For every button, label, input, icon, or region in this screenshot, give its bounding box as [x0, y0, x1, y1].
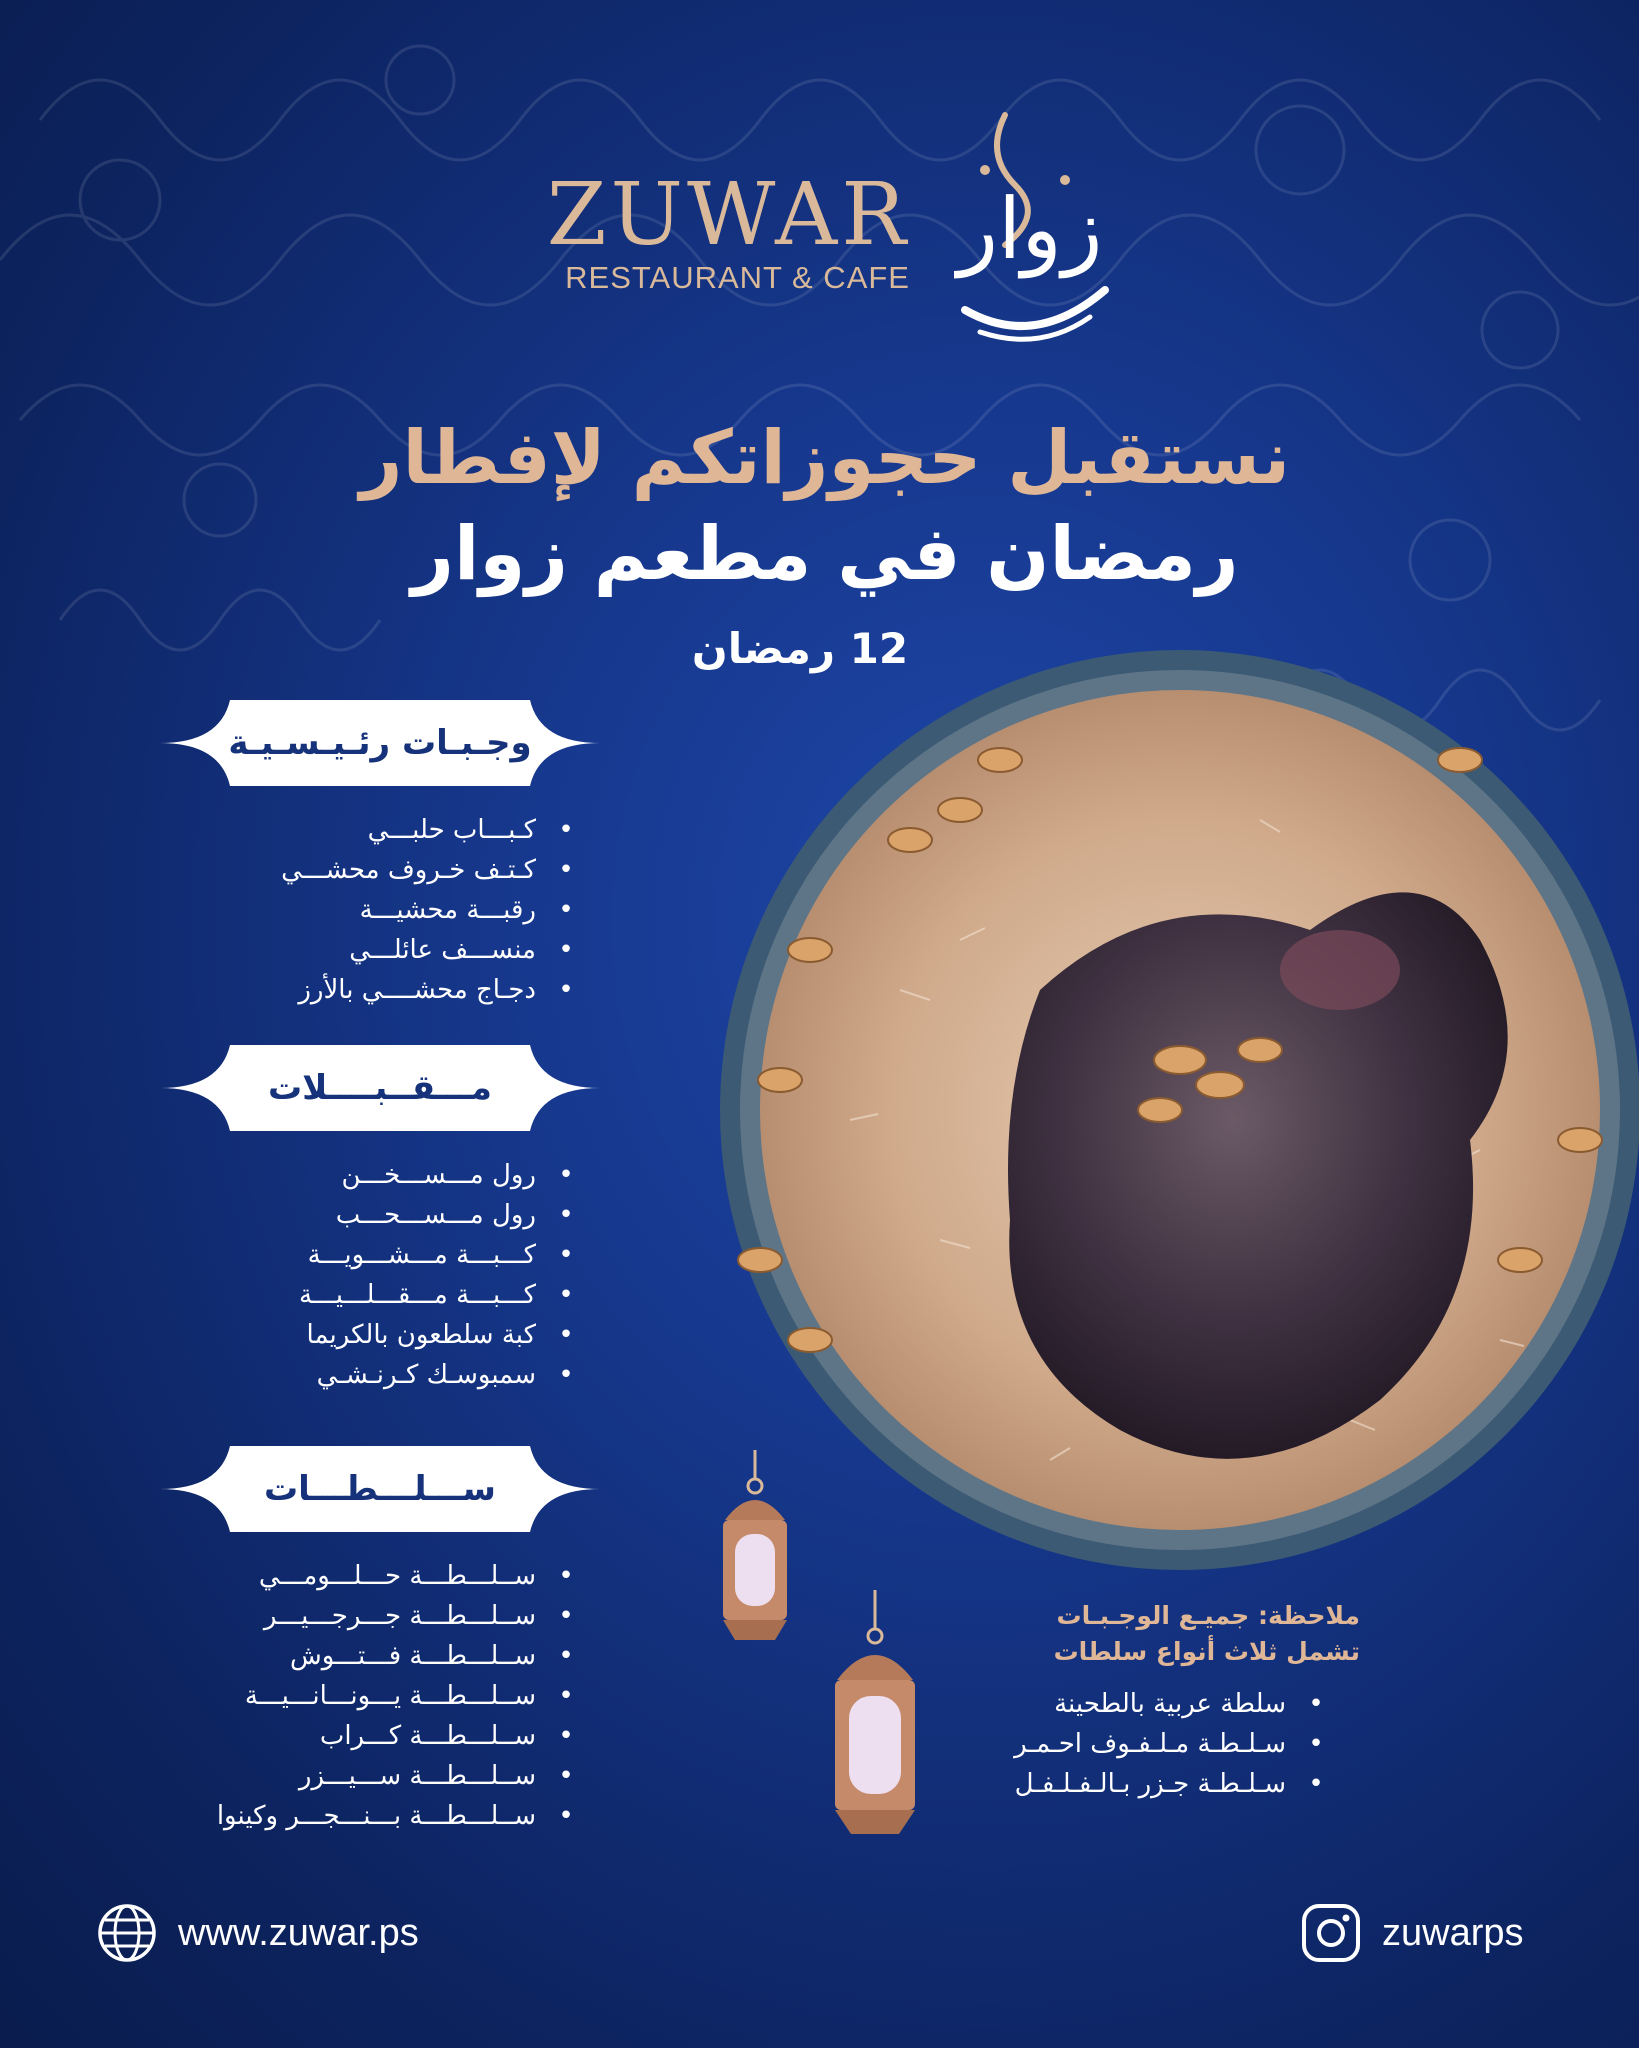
- section-banner: [160, 690, 600, 796]
- lantern-icon: [815, 1590, 935, 1850]
- note-line-1: ملاحظة: جميـع الوجـبـات: [1056, 1601, 1360, 1630]
- list-item: • ســلـــطـــة حـــلـــومـــي: [160, 1556, 580, 1596]
- headline: [250, 410, 1400, 602]
- dish-image: [700, 640, 1639, 1580]
- list-item: • سمبوسـك كـرنـشـي: [160, 1355, 580, 1395]
- list-item: • رول مـــســـخـــن: [160, 1155, 580, 1195]
- brand-calligraphy-logo: [945, 110, 1115, 345]
- section-banner: [160, 1035, 600, 1141]
- salads-list: [160, 1556, 600, 1836]
- brand-subtitle: RESTAURANT & CAFE: [565, 260, 910, 295]
- date-text: 12 رمضان: [691, 624, 909, 673]
- section-appetizers: [160, 1035, 600, 1395]
- list-item: • كـبـــاب حلبـــي: [160, 810, 580, 850]
- instagram-handle: zuwarps: [1382, 1911, 1524, 1954]
- list-item: • ســلـــطـــة ســـيـــزر: [160, 1756, 580, 1796]
- brand-logo-text: [540, 165, 910, 300]
- list-item: • سـلـطـة جـزر بـالـفـلـفـل: [960, 1764, 1330, 1804]
- instagram-icon: [1300, 1902, 1362, 1964]
- list-item: • سلطة عربية بالطحينة: [960, 1684, 1330, 1724]
- note-block: [960, 1598, 1360, 1804]
- note-line-2: تشمل ثلاث أنواع سلطات: [1053, 1637, 1360, 1666]
- list-item: • كبة سلطعون بالكريما: [160, 1315, 580, 1355]
- brand-mark-text: زوار: [957, 180, 1103, 278]
- brand-name: ZUWAR: [546, 165, 910, 265]
- list-item: • سـلـطـة مـلـفـوف احـمـر: [960, 1724, 1330, 1764]
- list-item: • ســلـــطـــة فـــتـــوش: [160, 1636, 580, 1676]
- section-title-appetizers: مـــقــبــــلات: [268, 1068, 492, 1108]
- list-item: • ســلـــطـــة يـــونـــانـــيـــة: [160, 1676, 580, 1716]
- section-title-salads: ســـلـــطـــات: [264, 1469, 496, 1509]
- section-salads: [160, 1436, 600, 1836]
- lantern-icon: [695, 1450, 815, 1650]
- headline-line-2: رمضان في مطعم زوار: [411, 511, 1239, 597]
- section-banner: [160, 1436, 600, 1542]
- list-item: • ســلـــطـــة كـــراب: [160, 1716, 580, 1756]
- list-item: • كـتـف خـروف محشـــي: [160, 850, 580, 890]
- list-item: • كـــبـــة مـــشـــويـــة: [160, 1235, 580, 1275]
- included-salads-list: [960, 1684, 1360, 1804]
- list-item: • ســلـــطـــة جـــرجـــيـــر: [160, 1596, 580, 1636]
- main-dishes-list: [160, 810, 600, 1010]
- globe-icon: [96, 1902, 158, 1964]
- list-item: • كـــبـــة مـــقـــلـــيـــة: [160, 1275, 580, 1315]
- instagram-link[interactable]: [1300, 1898, 1524, 1968]
- list-item: • رول مـــســـحـــب: [160, 1195, 580, 1235]
- website-link[interactable]: [96, 1898, 419, 1968]
- section-main-dishes: [160, 690, 600, 1010]
- list-item: • رقبـــة محشيـــة: [160, 890, 580, 930]
- list-item: • ســلـــطـــة بـــنـــجـــر وكينوا: [160, 1796, 580, 1836]
- headline-line-1: نستقبل حجوزاتكم لإفطار: [359, 415, 1291, 501]
- section-title-main: وجـبـات رئـيـسـيـة: [228, 723, 532, 763]
- list-item: • منســـف عائلـــي: [160, 930, 580, 970]
- list-item: • دجـاج محشــــي بالأرز: [160, 970, 580, 1010]
- website-text: www.zuwar.ps: [178, 1911, 419, 1954]
- appetizers-list: [160, 1155, 600, 1395]
